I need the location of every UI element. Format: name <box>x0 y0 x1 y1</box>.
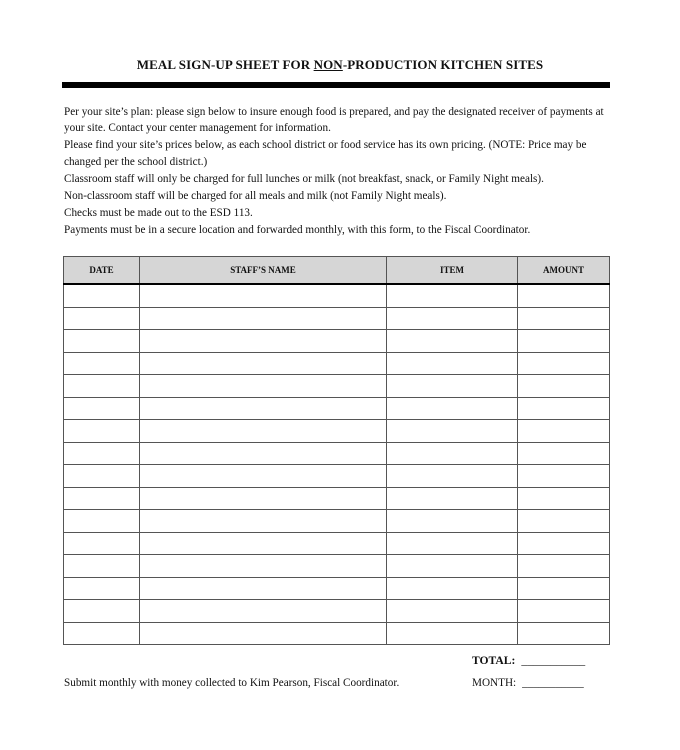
instruction-paragraph: Non-classroom staff will be charged for all meals and milk (not Family Night meals). <box>64 190 447 203</box>
title-divider <box>62 82 610 88</box>
amount-cell[interactable] <box>518 532 610 555</box>
date-cell[interactable] <box>64 352 140 375</box>
staff-name-cell[interactable] <box>140 442 387 465</box>
table-row <box>64 352 610 375</box>
month-blank[interactable]: ___________ <box>522 677 584 689</box>
date-cell[interactable] <box>64 442 140 465</box>
item-cell[interactable] <box>387 487 518 510</box>
date-cell[interactable] <box>64 487 140 510</box>
table-row <box>64 465 610 488</box>
staff-name-cell[interactable] <box>140 555 387 578</box>
instruction-paragraph: Payments must be in a secure location and forwarded monthly, with this form, to the Fiscal Coordinator. <box>64 224 531 237</box>
item-cell[interactable] <box>387 375 518 398</box>
staff-name-cell[interactable] <box>140 284 387 307</box>
table-row <box>64 284 610 307</box>
date-cell[interactable] <box>64 532 140 555</box>
staff-name-cell[interactable] <box>140 622 387 645</box>
title-underlined: NON <box>313 57 343 72</box>
column-header-amount: AMOUNT <box>518 257 610 285</box>
item-cell[interactable] <box>387 352 518 375</box>
instructions <box>64 104 612 239</box>
table-row <box>64 622 610 645</box>
amount-cell[interactable] <box>518 284 610 307</box>
staff-name-cell[interactable] <box>140 307 387 330</box>
table-row <box>64 510 610 533</box>
staff-name-cell[interactable] <box>140 330 387 353</box>
signup-table <box>63 256 610 645</box>
table-row <box>64 330 610 353</box>
instruction-paragraph: Checks must be made out to the ESD 113. <box>64 207 253 220</box>
staff-name-cell[interactable] <box>140 600 387 623</box>
total-field <box>472 654 585 667</box>
amount-cell[interactable] <box>518 375 610 398</box>
date-cell[interactable] <box>64 284 140 307</box>
date-cell[interactable] <box>64 307 140 330</box>
item-cell[interactable] <box>387 397 518 420</box>
staff-name-cell[interactable] <box>140 510 387 533</box>
item-cell[interactable] <box>387 532 518 555</box>
table-row <box>64 555 610 578</box>
column-header-item: ITEM <box>387 257 518 285</box>
table-row <box>64 577 610 600</box>
item-cell[interactable] <box>387 284 518 307</box>
item-cell[interactable] <box>387 465 518 488</box>
staff-name-cell[interactable] <box>140 397 387 420</box>
item-cell[interactable] <box>387 622 518 645</box>
table-row <box>64 487 610 510</box>
table-body <box>64 284 610 645</box>
item-cell[interactable] <box>387 600 518 623</box>
date-cell[interactable] <box>64 397 140 420</box>
date-cell[interactable] <box>64 555 140 578</box>
staff-name-cell[interactable] <box>140 375 387 398</box>
amount-cell[interactable] <box>518 487 610 510</box>
instruction-paragraph: Please find your site’s prices below, as each school district or food service has its own pricing. (NOTE: Price may be changed per the school district.) <box>64 139 587 168</box>
item-cell[interactable] <box>387 442 518 465</box>
table-header-row <box>64 257 610 285</box>
staff-name-cell[interactable] <box>140 487 387 510</box>
total-label: TOTAL: <box>472 654 516 667</box>
amount-cell[interactable] <box>518 397 610 420</box>
amount-cell[interactable] <box>518 330 610 353</box>
amount-cell[interactable] <box>518 352 610 375</box>
amount-cell[interactable] <box>518 600 610 623</box>
amount-cell[interactable] <box>518 510 610 533</box>
date-cell[interactable] <box>64 510 140 533</box>
table-row <box>64 442 610 465</box>
amount-cell[interactable] <box>518 307 610 330</box>
amount-cell[interactable] <box>518 465 610 488</box>
date-cell[interactable] <box>64 622 140 645</box>
item-cell[interactable] <box>387 555 518 578</box>
staff-name-cell[interactable] <box>140 532 387 555</box>
table-row <box>64 600 610 623</box>
amount-cell[interactable] <box>518 420 610 443</box>
date-cell[interactable] <box>64 420 140 443</box>
date-cell[interactable] <box>64 465 140 488</box>
month-label: MONTH: <box>472 677 517 689</box>
staff-name-cell[interactable] <box>140 352 387 375</box>
date-cell[interactable] <box>64 600 140 623</box>
column-header-staff-name: STAFF’S NAME <box>140 257 387 285</box>
item-cell[interactable] <box>387 420 518 443</box>
table-row <box>64 397 610 420</box>
date-cell[interactable] <box>64 330 140 353</box>
staff-name-cell[interactable] <box>140 465 387 488</box>
table-row <box>64 420 610 443</box>
total-blank[interactable]: ___________ <box>521 654 586 667</box>
staff-name-cell[interactable] <box>140 577 387 600</box>
amount-cell[interactable] <box>518 577 610 600</box>
instruction-paragraph: Classroom staff will only be charged for full lunches or milk (not breakfast, snack, or Family Night meals). <box>64 172 544 185</box>
title-part-2: -PRODUCTION KITCHEN SITES <box>342 57 544 72</box>
amount-cell[interactable] <box>518 442 610 465</box>
table-row <box>64 307 610 330</box>
title-part-1: MEAL SIGN-UP SHEET FOR <box>136 57 314 72</box>
amount-cell[interactable] <box>518 622 610 645</box>
item-cell[interactable] <box>387 510 518 533</box>
item-cell[interactable] <box>387 307 518 330</box>
submit-note: Submit monthly with money collected to Kim Pearson, Fiscal Coordinator. <box>64 677 400 689</box>
month-field <box>472 677 584 689</box>
instruction-paragraph: Per your site’s plan: please sign below to insure enough food is prepared, and pay the designated receiver of payments at your site. Contact your center management for information. <box>64 106 604 135</box>
date-cell[interactable] <box>64 577 140 600</box>
staff-name-cell[interactable] <box>140 420 387 443</box>
item-cell[interactable] <box>387 330 518 353</box>
document-title <box>0 57 680 73</box>
date-cell[interactable] <box>64 375 140 398</box>
amount-cell[interactable] <box>518 555 610 578</box>
table-row <box>64 532 610 555</box>
item-cell[interactable] <box>387 577 518 600</box>
column-header-date: DATE <box>64 257 140 285</box>
table-row <box>64 375 610 398</box>
